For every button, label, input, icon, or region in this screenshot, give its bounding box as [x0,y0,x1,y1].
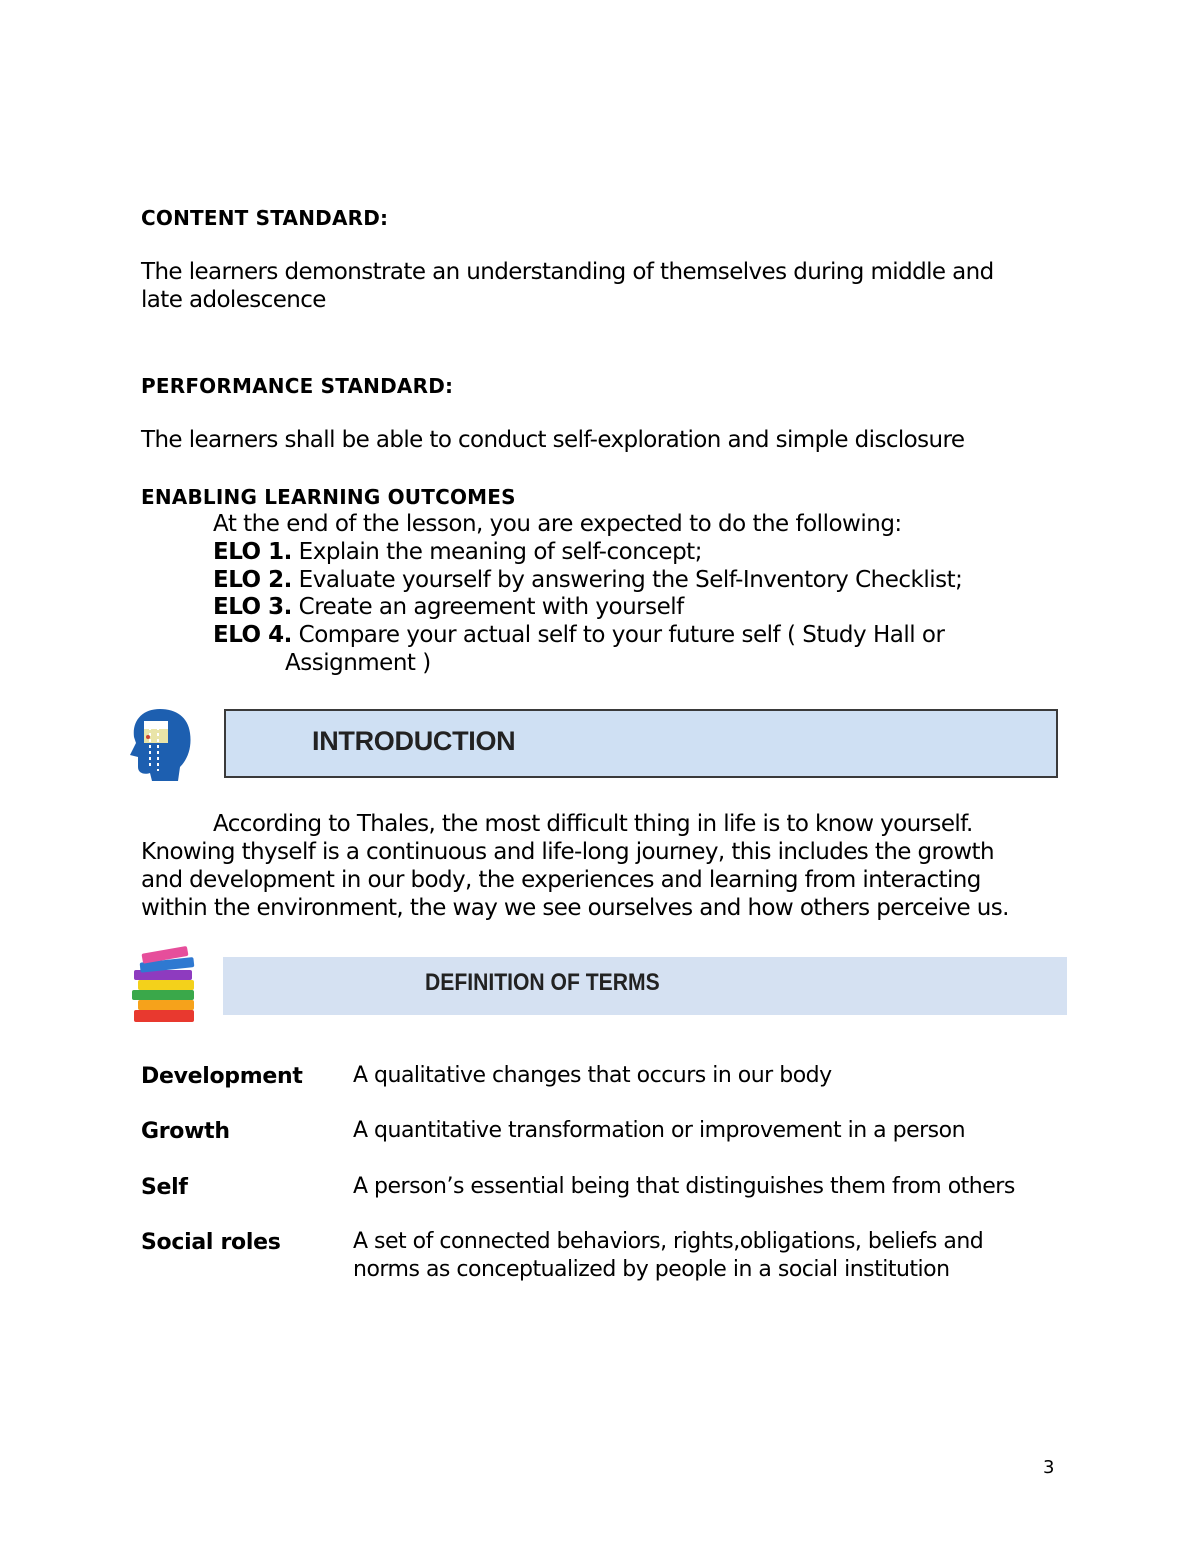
term-social-roles: Social roles [141,1230,281,1255]
intro-paragraph-line: and development in our body, the experiences and learning from interacting [141,867,981,893]
definition-self: A person’s essential being that distinguishes them from others [353,1174,1015,1199]
term-development: Development [141,1064,303,1089]
elo-item [213,538,702,566]
elo-item [213,566,962,594]
introduction-header-box [224,709,1058,778]
elo-text: Evaluate yourself by answering the Self-Inventory Checklist; [298,567,963,593]
elo-label: ELO 1. [213,539,292,565]
performance-standard-text: The learners shall be able to conduct self-exploration and simple disclosure [141,427,965,453]
elo-text: Create an agreement with yourself [298,594,684,620]
term-self: Self [141,1175,188,1200]
elo-label: ELO 4. [213,622,292,648]
content-standard-heading: CONTENT STANDARD: [141,206,389,230]
elo-label: ELO 2. [213,567,292,593]
elo-heading: ENABLING LEARNING OUTCOMES [141,485,516,509]
elo-continuation: Assignment ) [285,650,431,676]
elo-text: Compare your actual self to your future self ( Study Hall or [298,622,945,648]
intro-paragraph-line: within the environment, the way we see ourselves and how others perceive us. [141,895,1009,921]
definition-development: A qualitative changes that occurs in our body [353,1063,832,1088]
intro-paragraph-line: According to Thales, the most difficult thing in life is to know yourself. [213,811,973,837]
elo-text: Explain the meaning of self-concept; [298,539,702,565]
definition-of-terms-title: DEFINITION OF TERMS [425,969,660,996]
definition-social-roles-line2: norms as conceptualized by people in a social institution [353,1257,950,1282]
elo-label: ELO 3. [213,594,292,620]
term-growth: Growth [141,1119,230,1144]
page-number: 3 [1043,1457,1055,1478]
definition-growth: A quantitative transformation or improvement in a person [353,1118,966,1143]
intro-paragraph-line: Knowing thyself is a continuous and life-long journey, this includes the growth [141,839,994,865]
elo-item [213,593,684,621]
elo-intro: At the end of the lesson, you are expected to do the following: [213,511,902,537]
definition-social-roles: A set of connected behaviors, rights,obligations, beliefs and [353,1229,984,1254]
introduction-title: INTRODUCTION [312,726,516,756]
books-stack-icon [128,944,202,1024]
performance-standard-heading: PERFORMANCE STANDARD: [141,374,454,398]
content-standard-text: The learners demonstrate an understanding of themselves during middle and late adolescence [141,259,994,313]
head-profile-icon [128,707,192,781]
elo-item [213,621,944,649]
definition-of-terms-header [223,957,1067,1015]
